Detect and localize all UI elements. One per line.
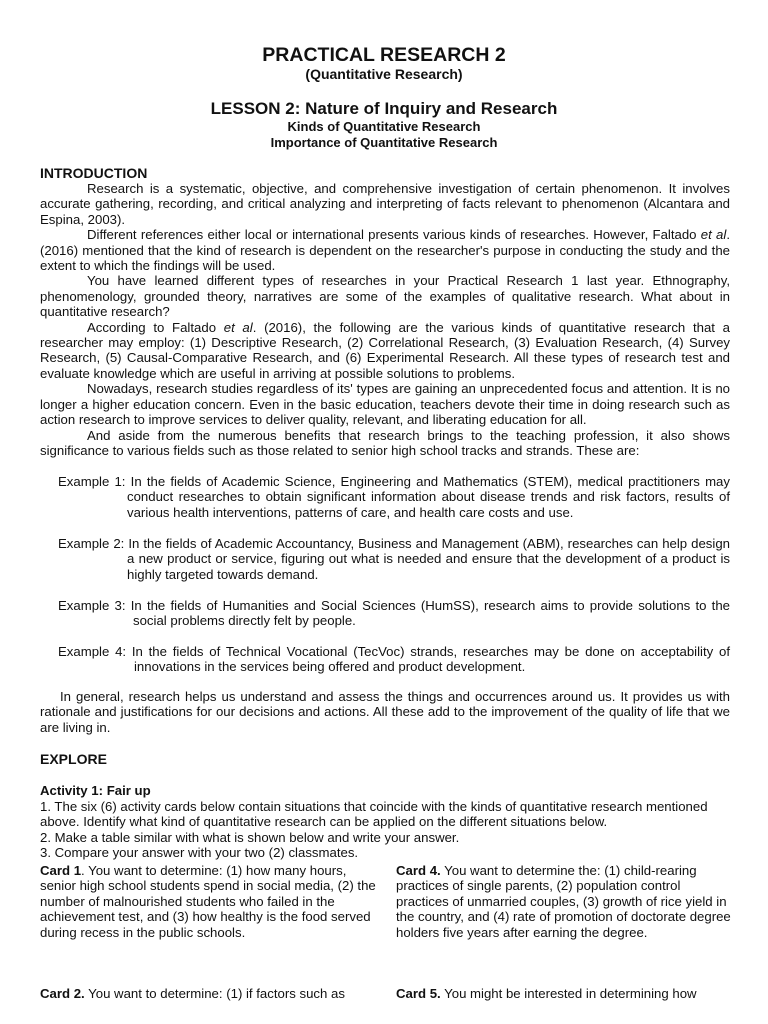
page-title: PRACTICAL RESEARCH 2	[262, 44, 506, 66]
example-text: In the fields of Academic Science, Engineering and Mathematics (STEM), medical practitioners may conduct researches to obtain significant information about disease trends and risk factors, results of various health interventions, patterns of care, and health care costs and use.	[127, 474, 730, 520]
card-label: Card 2.	[40, 986, 85, 1001]
intro-p4-text-c: . (2016), the following are the various kinds of quantitative research that a researcher may employ: (1) Descriptive Research, (2) Correlational Research, (3) Evaluation Research, (4) Survey Research, (5) Causal-Comparative Research, and (6) Experimental Research. All these types of research test and evaluate knowledge which are useful in arriving at possible solutions to problems.	[40, 319, 730, 381]
example-label: Example 1:	[58, 474, 126, 489]
topic-1: Kinds of Quantitative Research	[287, 119, 481, 134]
example-label: Example 3:	[58, 598, 126, 613]
example-text: In the fields of Academic Accountancy, Business and Management (ABM), researches can help design a new product or service, figuring out what is needed and ensure that the development of a product is highly targeted towards demand.	[127, 536, 730, 582]
conclusion-paragraph	[40, 689, 730, 735]
intro-paragraph-3: You have learned different types of researches in your Practical Research 1 last year. Ethnography, phenomenology, grounded theory, narratives are some of the examples of qualitative research. What about in quantitative research?	[40, 273, 730, 320]
instruction-1: 1. The six (6) activity cards below contain situations that coincide with the kinds of quantitative research mentioned above. Identify what kind of quantitative research can be applied on the different situations below.	[40, 799, 708, 830]
topic-2: Importance of Quantitative Research	[270, 135, 498, 150]
introduction-body	[40, 181, 730, 458]
intro-paragraph-6: And aside from the numerous benefits that research brings to the teaching profession, it also shows significance to various fields such as those related to senior high school tracks and strands. These are:	[40, 427, 730, 458]
card-1	[40, 863, 385, 940]
introduction-heading: INTRODUCTION	[40, 165, 148, 181]
activity-title: Activity 1: Fair up	[40, 783, 151, 798]
card-label: Card 4.	[396, 863, 441, 878]
card-label: Card 5.	[396, 986, 441, 1001]
card-text: . You want to determine: (1) how many hours, senior high school students spend in social media, (2) the number of malnourished students who failed in the achievement test, and (3) how healthy is the food served during recess in the public schools.	[40, 863, 376, 940]
card-5	[396, 986, 731, 1001]
intro-p2-italic: et al	[700, 227, 727, 243]
intro-paragraph-7: In general, research helps us understand and assess the things and occurrences around us. It provides us with rationale and justifications for our decisions and actions. All these add to the improvement of the quality of life that we are living in.	[40, 689, 730, 735]
card-label: Card 1	[40, 863, 82, 878]
activity-instructions	[40, 799, 730, 861]
example-2	[58, 536, 730, 582]
intro-paragraph-1: Research is a systematic, objective, and comprehensive investigation of certain phenomenon. It involves accurate gathering, recording, and critical analyzing and interpreting of facts relevant to phenomenon (Alcantara and Espina, 2003).	[40, 181, 730, 227]
card-4	[396, 863, 731, 940]
intro-paragraph-5: Nowadays, research studies regardless of its' types are gaining an unprecedented focus and attention. It is no longer a higher education concern. Even in the basic education, teachers devote their time in doing research such as action research to improve services to deliver quality, relevant, and liberating education for all.	[40, 381, 730, 428]
example-3	[58, 598, 730, 629]
intro-p4-text-a: According to Faltado	[87, 319, 224, 335]
instruction-2: 2. Make a table similar with what is shown below and write your answer.	[40, 829, 460, 845]
intro-p2-text-c: . (2016) mentioned that the kind of research is dependent on the researcher's purpose in conducting the study and the extent to which the findings will be used.	[40, 227, 730, 274]
card-text: You want to determine: (1) if factors such as	[84, 986, 345, 1001]
card-2	[40, 986, 385, 1001]
instruction-3: 3. Compare your answer with your two (2) classmates.	[40, 845, 359, 861]
page-subtitle: (Quantitative Research)	[305, 66, 463, 82]
intro-p2-text-a: Different references either local or international presents various kinds of researches. However, Faltado	[87, 227, 701, 243]
example-4	[58, 644, 730, 675]
intro-paragraph-2	[40, 227, 730, 273]
explore-heading: EXPLORE	[40, 751, 107, 767]
example-text: In the fields of Technical Vocational (TecVoc) strands, researches may be done on acceptability of innovations in the services being offered and product development.	[131, 644, 730, 675]
example-label: Example 4:	[58, 644, 127, 659]
example-text: In the fields of Humanities and Social Sciences (HumSS), research aims to provide solutions to the social problems directly felt by people.	[130, 598, 730, 629]
intro-paragraph-4	[40, 320, 730, 382]
intro-p4-italic: et al	[223, 319, 253, 335]
example-1	[58, 474, 730, 520]
lesson-title: LESSON 2: Nature of Inquiry and Research	[210, 99, 558, 118]
card-text: You want to determine the: (1) child-rearing practices of single parents, (2) population control practices of unmarried couples, (3) growth of rice yield in the country, and (4) rate of promotion of doctorate degree holders five years after earning the degree.	[396, 863, 731, 940]
example-label: Example 2:	[58, 536, 125, 551]
card-text: You might be interested in determining how	[440, 986, 697, 1001]
